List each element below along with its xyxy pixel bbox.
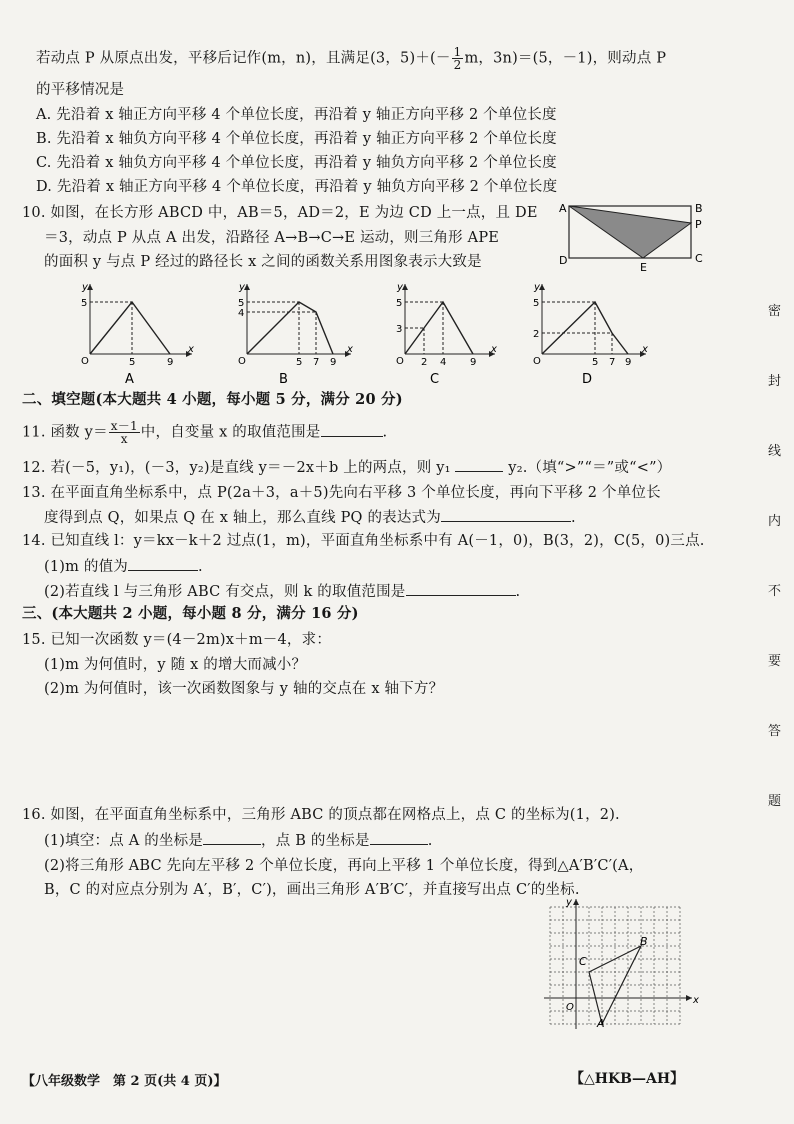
graph-b-ytick-5: 5	[238, 298, 245, 309]
q9-frac-den: 2	[453, 58, 462, 72]
rect-label-p: P	[695, 218, 702, 231]
q16-point-b-blank[interactable]	[370, 830, 428, 845]
graph-c-label: C	[430, 372, 440, 387]
graph-b-xtick-7: 7	[313, 357, 320, 368]
q9-line1-a: 若动点 P 从原点出发，平移后记作(m，n)，且满足(3，5)＋(－	[36, 50, 451, 67]
q9-option-d: D. 先沿着 x 轴正方向平移 4 个单位长度，再沿着 y 轴负方向平移 2 个单位长度	[36, 179, 558, 195]
q14-part2-text: (2)若直线 l 与三角形 ABC 有交点，则 k 的取值范围是	[44, 584, 406, 600]
footer-code: 【△HKB—AH】	[570, 1071, 685, 1087]
side-char-4: 内	[768, 514, 782, 529]
graph-d-ytick-2: 2	[533, 329, 540, 340]
graph-c-xtick-2: 2	[421, 357, 428, 368]
graph-d-xtick-7: 7	[609, 357, 616, 368]
q16-part2-line2: B，C 的对应点分别为 A′，B′，C′)，画出三角形 A′B′C′，并直接写出点 C′的坐标.	[44, 882, 580, 898]
q10-line1: 10. 如图，在长方形 ABCD 中，AB＝5，AD＝2，E 为边 CD 上一点，且 DE	[22, 205, 538, 221]
q9-option-c: C. 先沿着 x 轴负方向平移 4 个单位长度，再沿着 y 轴负方向平移 2 个单位长度	[36, 155, 557, 171]
q12-b: y₂.（填“>”“＝”或“<”）	[508, 460, 672, 476]
rect-label-a: A	[559, 202, 567, 215]
rect-label-c: C	[695, 252, 703, 265]
graph-b-x-axis-label: x	[347, 344, 353, 355]
graph-c-xtick-4: 4	[440, 357, 447, 368]
graph-d-label: D	[582, 372, 593, 387]
graph-c-ytick-3: 3	[396, 324, 403, 335]
q14-part1-end: .	[198, 559, 203, 575]
graph-a-xtick-5: 5	[129, 357, 136, 368]
q16-part2-line1: (2)将三角形 ABC 先向左平移 2 个单位长度，再向上平移 1 个单位长度，得到△A′B′C′(A，	[44, 858, 644, 874]
q16-part1: (1)填空：点 A 的坐标是 ，点 B 的坐标是 .	[44, 830, 433, 851]
graph-c-origin: O	[396, 356, 404, 367]
graph-a-origin: O	[81, 356, 89, 367]
graph-d-x-axis-label: x	[642, 344, 648, 355]
q14-part2-end: .	[515, 584, 521, 600]
q10-line2: ＝3，动点 P 从点 A 出发，沿路径 A→B→C→E 运动，则三角形 APE	[44, 230, 500, 246]
rect-label-d: D	[559, 254, 568, 267]
q9-option-b: B. 先沿着 x 轴负方向平移 4 个单位长度，再沿着 y 轴正方向平移 2 个单位长度	[36, 131, 557, 147]
q9-option-a: A. 先沿着 x 轴正方向平移 4 个单位长度，再沿着 y 轴正方向平移 2 个单位长度	[36, 107, 557, 123]
graph-a	[70, 280, 200, 390]
q10-rectangle-figure	[555, 196, 715, 274]
q11-answer-blank[interactable]	[321, 422, 383, 437]
graph-a-label: A	[125, 372, 134, 387]
q9-line2: 的平移情况是	[36, 82, 125, 98]
side-char-8: 题	[768, 794, 782, 809]
q16-y-axis-label: y	[566, 897, 572, 908]
q11-end: .	[382, 424, 388, 441]
q14-part2	[44, 581, 520, 602]
graph-c-x-axis-label: x	[491, 344, 497, 355]
q14-part2-blank[interactable]	[406, 581, 516, 596]
q15-part1: (1)m 为何值时，y 随 x 的增大而减小？	[44, 657, 307, 673]
q9-frac-num: 1	[453, 45, 462, 59]
rect-label-b: B	[695, 202, 703, 215]
q11-frac-den: x	[120, 432, 128, 446]
q15-part2: (2)m 为何值时，该一次函数图象与 y 轴的交点在 x 轴下方？	[44, 681, 444, 697]
q9-line1	[36, 46, 666, 71]
graph-d	[522, 280, 652, 390]
q11-b: 中，自变量 x 的取值范围是	[140, 424, 321, 441]
q16-point-a-label: A	[597, 1017, 605, 1030]
side-char-1: 密	[768, 304, 782, 319]
q13-line2	[44, 507, 576, 528]
q14-part1	[44, 556, 203, 577]
q10-line3: 的面积 y 与点 P 经过的路径长 x 之间的函数关系用图象表示大致是	[44, 254, 482, 270]
graph-b	[227, 280, 357, 390]
q12-a: 12. 若(－5，y₁)，(－3，y₂)是直线 y＝－2x＋b 上的两点，则 y₁	[22, 460, 451, 476]
graph-a-ytick-5: 5	[81, 298, 88, 309]
side-char-5: 不	[768, 584, 782, 599]
graph-a-x-axis-label: x	[188, 344, 194, 355]
q16-grid-figure	[540, 895, 700, 1033]
graph-c-y-axis-label: y	[397, 282, 403, 293]
q13-end: .	[570, 510, 576, 526]
side-char-3: 线	[768, 444, 782, 459]
side-char-2: 封	[768, 374, 782, 389]
rect-label-e: E	[640, 261, 647, 274]
section-2-heading: 二、填空题(本大题共 4 小题，每小题 5 分，满分 20 分)	[22, 391, 403, 408]
q12-answer-blank[interactable]	[455, 457, 503, 472]
graph-b-xtick-9: 9	[330, 357, 337, 368]
q9-line1-b: m，3n)＝(5，－1)，则动点 P	[464, 50, 667, 67]
side-char-7: 答	[768, 724, 782, 739]
q16-x-axis-label: x	[693, 995, 699, 1006]
q13-answer-blank[interactable]	[441, 507, 571, 522]
q14-part1-text: (1)m 的值为	[44, 559, 128, 575]
q16-origin-label: O	[566, 1002, 574, 1013]
footer-page-info: 【八年级数学 第 2 页(共 4 页)】	[22, 1074, 227, 1089]
graph-d-ytick-5: 5	[533, 298, 540, 309]
binding-margin-text	[762, 300, 788, 860]
graph-d-xtick-5: 5	[592, 357, 599, 368]
graph-a-y-axis-label: y	[82, 282, 88, 293]
graph-b-ytick-4: 4	[238, 308, 245, 319]
q16-line1: 16. 如图，在平面直角坐标系中，三角形 ABC 的顶点都在网格点上，点 C 的坐标为(1，2).	[22, 807, 620, 823]
graph-b-y-axis-label: y	[239, 282, 245, 293]
q14-line1: 14. 已知直线 l：y＝kx－k＋2 过点(1，m)，平面直角坐标系中有 A(－1，0)，B(3，2)，C(5，0)三点.	[22, 533, 705, 549]
side-char-6: 要	[768, 654, 782, 669]
q16-part1-b: ，点 B 的坐标是	[261, 833, 370, 849]
q13-line1: 13. 在平面直角坐标系中，点 P(2a＋3，a＋5)先向右平移 3 个单位长度，再向下平移 2 个单位长	[22, 485, 661, 501]
q11-frac-num: x－1	[110, 419, 138, 433]
q16-point-a-blank[interactable]	[203, 830, 261, 845]
q16-point-c-label: C	[579, 955, 587, 968]
q11-a: 11. 函数 y＝	[22, 424, 108, 441]
graph-d-xtick-9: 9	[625, 357, 632, 368]
q9-fraction	[452, 46, 464, 71]
graph-c	[385, 280, 505, 390]
q15-line1: 15. 已知一次函数 y＝(4－2m)x＋m－4，求：	[22, 632, 332, 648]
q16-part1-a: (1)填空：点 A 的坐标是	[44, 833, 204, 849]
q16-point-b-label: B	[640, 935, 648, 948]
graph-b-xtick-5: 5	[296, 357, 303, 368]
graph-a-xtick-9: 9	[167, 357, 174, 368]
section-3-heading: 三、(本大题共 2 小题，每小题 8 分，满分 16 分)	[22, 605, 359, 622]
q11-fraction	[109, 420, 140, 445]
graph-b-label: B	[279, 372, 288, 387]
graph-c-xtick-9: 9	[470, 357, 477, 368]
graph-d-origin: O	[533, 356, 541, 367]
graph-b-origin: O	[238, 356, 246, 367]
q13-line2-text: 度得到点 Q，如果点 Q 在 x 轴上，那么直线 PQ 的表达式为	[44, 510, 441, 526]
graph-c-ytick-5: 5	[396, 298, 403, 309]
q11	[22, 420, 387, 445]
q14-part1-blank[interactable]	[128, 556, 198, 571]
graph-d-y-axis-label: y	[534, 282, 540, 293]
q12	[22, 457, 671, 478]
